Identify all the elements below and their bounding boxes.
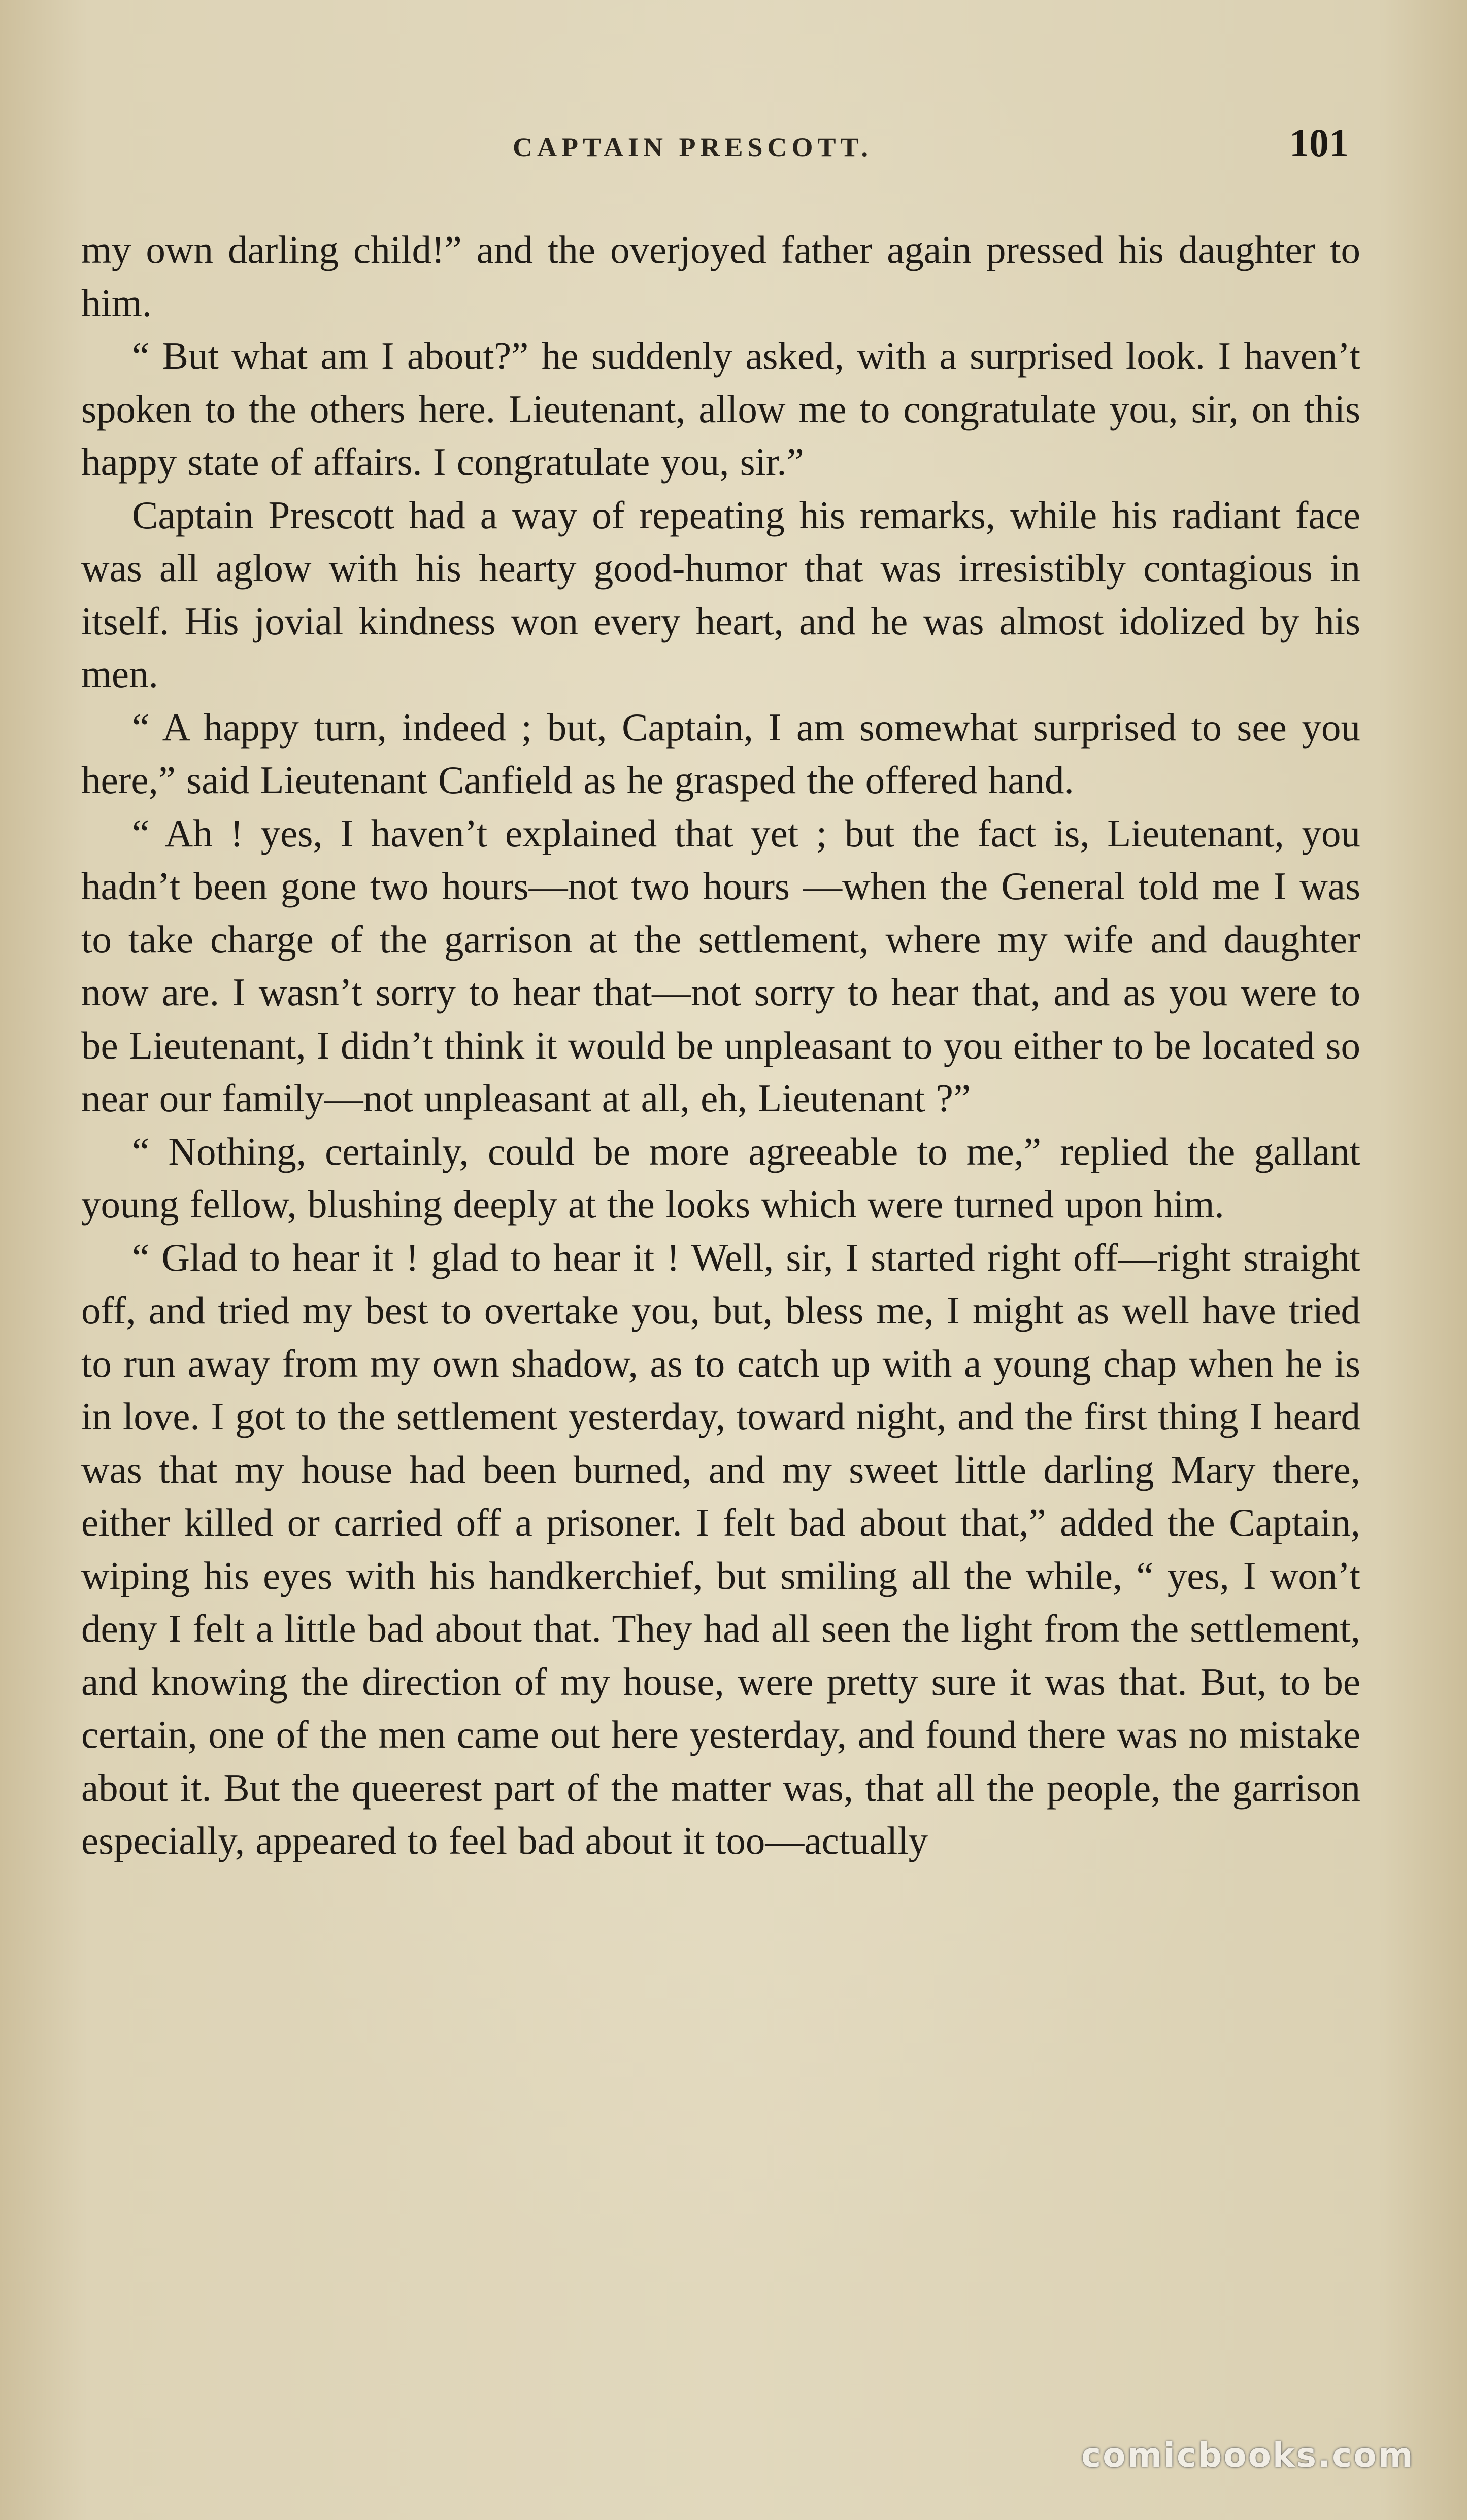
watermark: comicbooks.com: [1081, 2436, 1415, 2475]
page-number: 101: [1289, 121, 1349, 165]
paragraph: “ A happy turn, indeed ; but, Captain, I am somewhat surprised to see you here,” said Lieutenant Canfield as he grasped the offered hand.: [81, 705, 1360, 802]
body-text: [81, 223, 1360, 1867]
paragraph: “ But what am I about?” he suddenly asked, with a surprised look. I haven’t spoken to the others here. Lieutenant, allow me to congratulate you, sir, on this happy state of affairs. I congratulate you, sir.”: [81, 334, 1360, 484]
paragraph: “ Glad to hear it ! glad to hear it ! Well, sir, I started right off—right straight off, and tried my best to overtake you, but, bless me, I might as well have tried to run away from my own shadow, as to catch up with a young chap when he is in love. I got to the settlement yesterday, toward night, and the first thing I heard was that my house had been burned, and my sweet little darling Mary there, either killed or carried off a prisoner. I felt bad about that,” added the Captain, wiping his eyes with his handkerchief, but smiling all the while, “ yes, I won’t deny I felt a little bad about that. They had all seen the light from the settlement, and knowing the direction of my house, were pretty sure it was that. But, to be certain, one of the men came out here yesterday, and found there was no mistake about it. But the queerest part of the matter was, that all the people, the garrison especially, appeared to feel bad about it too—actually: [81, 1235, 1360, 1862]
running-title: CAPTAIN PRESCOTT.: [513, 132, 873, 162]
paragraph: Captain Prescott had a way of repeating his remarks, while his radiant face was all aglow with his hearty good-humor that was irresistibly contagious in itself. His jovial kindness won every heart, and he was almost idolized by his men.: [81, 493, 1360, 696]
paragraph-continuation: my own darling child!” and the overjoyed father again pressed his daughter to him.: [81, 228, 1360, 325]
paragraph: “ Ah ! yes, I haven’t explained that yet ; but the fact is, Lieutenant, you hadn’t been gone two hours—not two hours —when the General told me I was to take charge of the garrison at the settlement, where my wife and daughter now are. I wasn’t sorry to hear that—not sorry to hear that, and as you were to be Lieutenant, I didn’t think it would be unpleasant to you either to be located so near our family—not unpleasant at all, eh, Lieutenant ?”: [81, 811, 1360, 1120]
running-head: [0, 122, 1467, 173]
paragraph: “ Nothing, certainly, could be more agreeable to me,” replied the gallant young fellow, blushing deeply at the looks which were turned upon him.: [81, 1129, 1360, 1226]
